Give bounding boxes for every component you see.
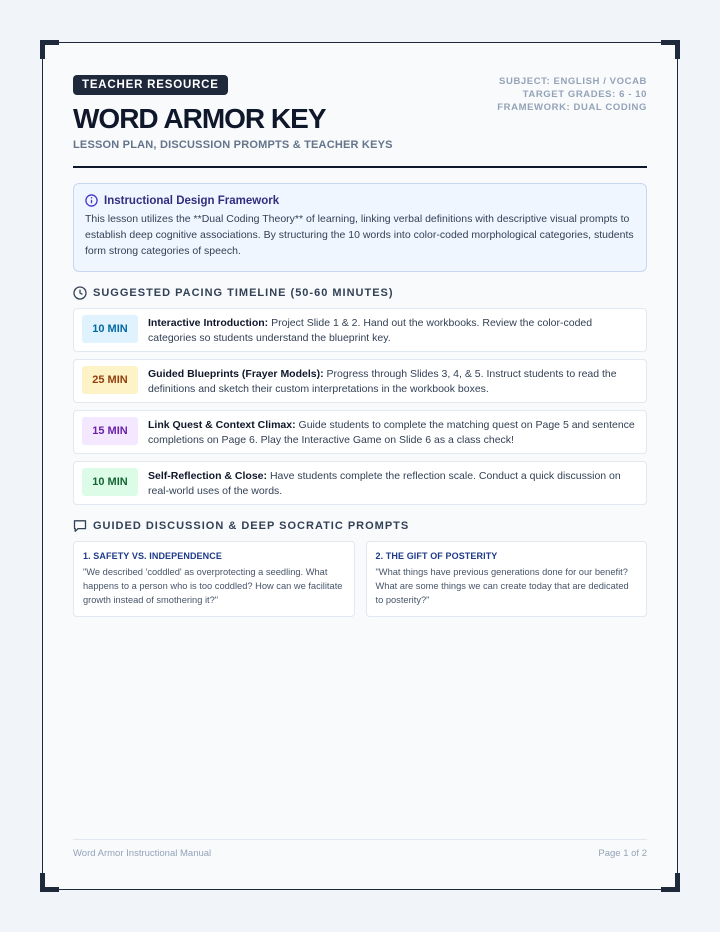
- info-icon: [85, 194, 98, 207]
- page-footer: [73, 839, 647, 859]
- page-content: [73, 75, 647, 617]
- timeline-heading-text: SUGGESTED PACING TIMELINE (50-60 MINUTES): [93, 287, 394, 299]
- meta-grades: TARGET GRADES: 6 - 10: [522, 89, 647, 100]
- framework-callout: [73, 183, 647, 272]
- framework-title: Instructional Design Framework: [104, 194, 280, 207]
- duration-badge: 10 MIN: [82, 468, 138, 496]
- prompt-card: [366, 541, 648, 617]
- duration-badge: 15 MIN: [82, 417, 138, 445]
- duration-badge: 25 MIN: [82, 366, 138, 394]
- corner-mark: [40, 40, 59, 59]
- clock-icon: [73, 286, 87, 300]
- pacing-label: Guided Blueprints (Frayer Models):: [148, 368, 324, 380]
- pacing-text: Progress through Slides 3, 4, & 5. Instruct students to read the definitions and sketch their custom interpretations in the workbook boxes.: [148, 368, 617, 395]
- page-subtitle: LESSON PLAN, DISCUSSION PROMPTS & TEACHER KEYS: [73, 139, 393, 151]
- prompt-title: 1. SAFETY VS. INDEPENDENCE: [83, 551, 222, 561]
- prompt-body: "We described 'coddled' as overprotecting a seedling. What happens to a person who is too coddled? How can we facilitate growth instead of smothering it?": [83, 567, 343, 605]
- prompt-body: "What things have previous generations done for our benefit? What are some things we can create today that are dedicated to posterity?": [375, 567, 629, 605]
- discussion-heading-text: GUIDED DISCUSSION & DEEP SOCRATIC PROMPTS: [93, 520, 410, 532]
- meta-framework: FRAMEWORK: DUAL CODING: [497, 102, 647, 113]
- corner-mark: [661, 40, 680, 59]
- chat-bubble-icon: [73, 519, 87, 533]
- pacing-item: [73, 410, 647, 454]
- pacing-label: Interactive Introduction:: [148, 317, 269, 329]
- corner-mark: [40, 873, 59, 892]
- document-meta: [497, 75, 647, 114]
- pacing-label: Link Quest & Context Climax:: [148, 419, 296, 431]
- corner-mark: [661, 873, 680, 892]
- document-page: [42, 42, 678, 890]
- title-divider: [73, 166, 647, 168]
- pacing-text: Project Slide 1 & 2. Hand out the workbooks. Review the color-coded categories so students understand the blueprint key.: [148, 317, 593, 344]
- pacing-description: [148, 366, 638, 396]
- footer-title: Word Armor Instructional Manual: [73, 848, 212, 859]
- meta-subject: SUBJECT: ENGLISH / VOCAB: [499, 76, 647, 87]
- pacing-item: [73, 308, 647, 352]
- pacing-description: [148, 417, 638, 447]
- pacing-description: [148, 315, 638, 345]
- pacing-description: [148, 468, 638, 498]
- page-number: Page 1 of 2: [598, 848, 647, 859]
- pacing-label: Self-Reflection & Close:: [148, 470, 268, 482]
- pacing-timeline: [73, 308, 647, 505]
- prompt-card: [73, 541, 355, 617]
- pacing-text: Have students complete the reflection scale. Conduct a quick discussion on real-world uses of the words.: [148, 470, 621, 497]
- discussion-prompts: [73, 541, 647, 617]
- resource-badge: TEACHER RESOURCE: [73, 75, 228, 95]
- page-title: WORD ARMOR KEY: [73, 103, 326, 134]
- pacing-item: [73, 461, 647, 505]
- discussion-heading: [73, 519, 647, 533]
- pacing-text: Guide students to complete the matching quest on Page 5 and sentence completions on Page 6. Play the Interactive Game on Slide 6 as a class check!: [148, 419, 635, 446]
- timeline-heading: [73, 286, 647, 300]
- duration-badge: 10 MIN: [82, 315, 138, 343]
- prompt-title: 2. THE GIFT OF POSTERITY: [375, 551, 498, 561]
- framework-body: This lesson utilizes the **Dual Coding Theory** of learning, linking verbal definitions with descriptive visual prompts to establish deep cognitive associations. By structuring the 10 words into color-coded morphological categories, students form strong categories of speech.: [85, 213, 634, 257]
- pacing-item: [73, 359, 647, 403]
